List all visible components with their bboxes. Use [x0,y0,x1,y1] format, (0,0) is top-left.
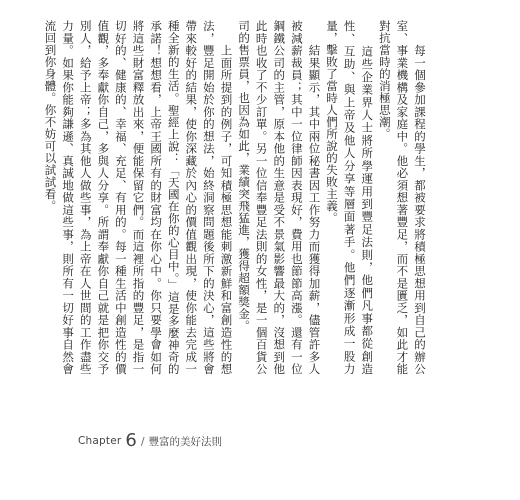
chapter-title: 豐富的美好法則 [148,435,223,448]
chapter-label: Chapter [78,435,122,447]
chapter-number: 6 [125,430,137,451]
paragraph-1: 每一個參加課程的學生，都被要求將積極思想用到自己的辦公室、事業機構及家庭中。他必須想著豐足，而不是匱乏，如此才能對抗當時的消極思潮。 [377,20,427,375]
paragraph-2: 這些企業界人士將所學運用到豐足法則，他們凡事都從創造性、互助、與上帝及他人分享等層面著手。他們逐漸形成一股力量，擊敗了當時人們所說的失敗主義。 [325,20,375,375]
chapter-separator: / [140,434,145,448]
paragraph-4: 上面所提到的例子，可知積極思想能刺激新鮮和富創造性的想法，豐足開始於你的想法，始終洞察問題後所下的決心，這些將會帶來較好的結果，使你深藏於內心的價值觀出現，使你能去完成一種全新的生活。聖經上說：「天國在你的心目中。」這是多麼神奇的承諾！想想看，上帝王國所有的財富均在你心中。你只要學會如何將這些財富釋放出來，便能保留它們。而這裡所指的豐足，是指一切好的、健康的、幸福、充足、有用的。每一種生活中創造性的價值觀，多奉獻你自己，多與人分享。所謂奉獻你自己就是把你交予別人，給予上帝；多為其他人做些事，為上帝在人世間的工作盡些力量。如果你能夠謙遜、真誠地做這些事，則所有一切好事自然會流回到你身體。你不妨可以試試看。 [43,20,234,375]
paragraph-3: 結果顯示，其中兩位秘書因工作努力而獲得加薪，儘管許多人被減薪裁員；其中一位律師因表現好，費用也節節高漲。還有一位鋼鐵公司的主管，原本他的生意是受不景氣影響最大的，沒想到他此時也收了不少訂單。另一位信奉豐足法則的女性，是一個百貨公司的售票員，也因為如此，業績突飛猛進，獲得超額獎金。 [237,20,322,375]
page-footer [78,432,222,450]
body-text [34,20,428,375]
